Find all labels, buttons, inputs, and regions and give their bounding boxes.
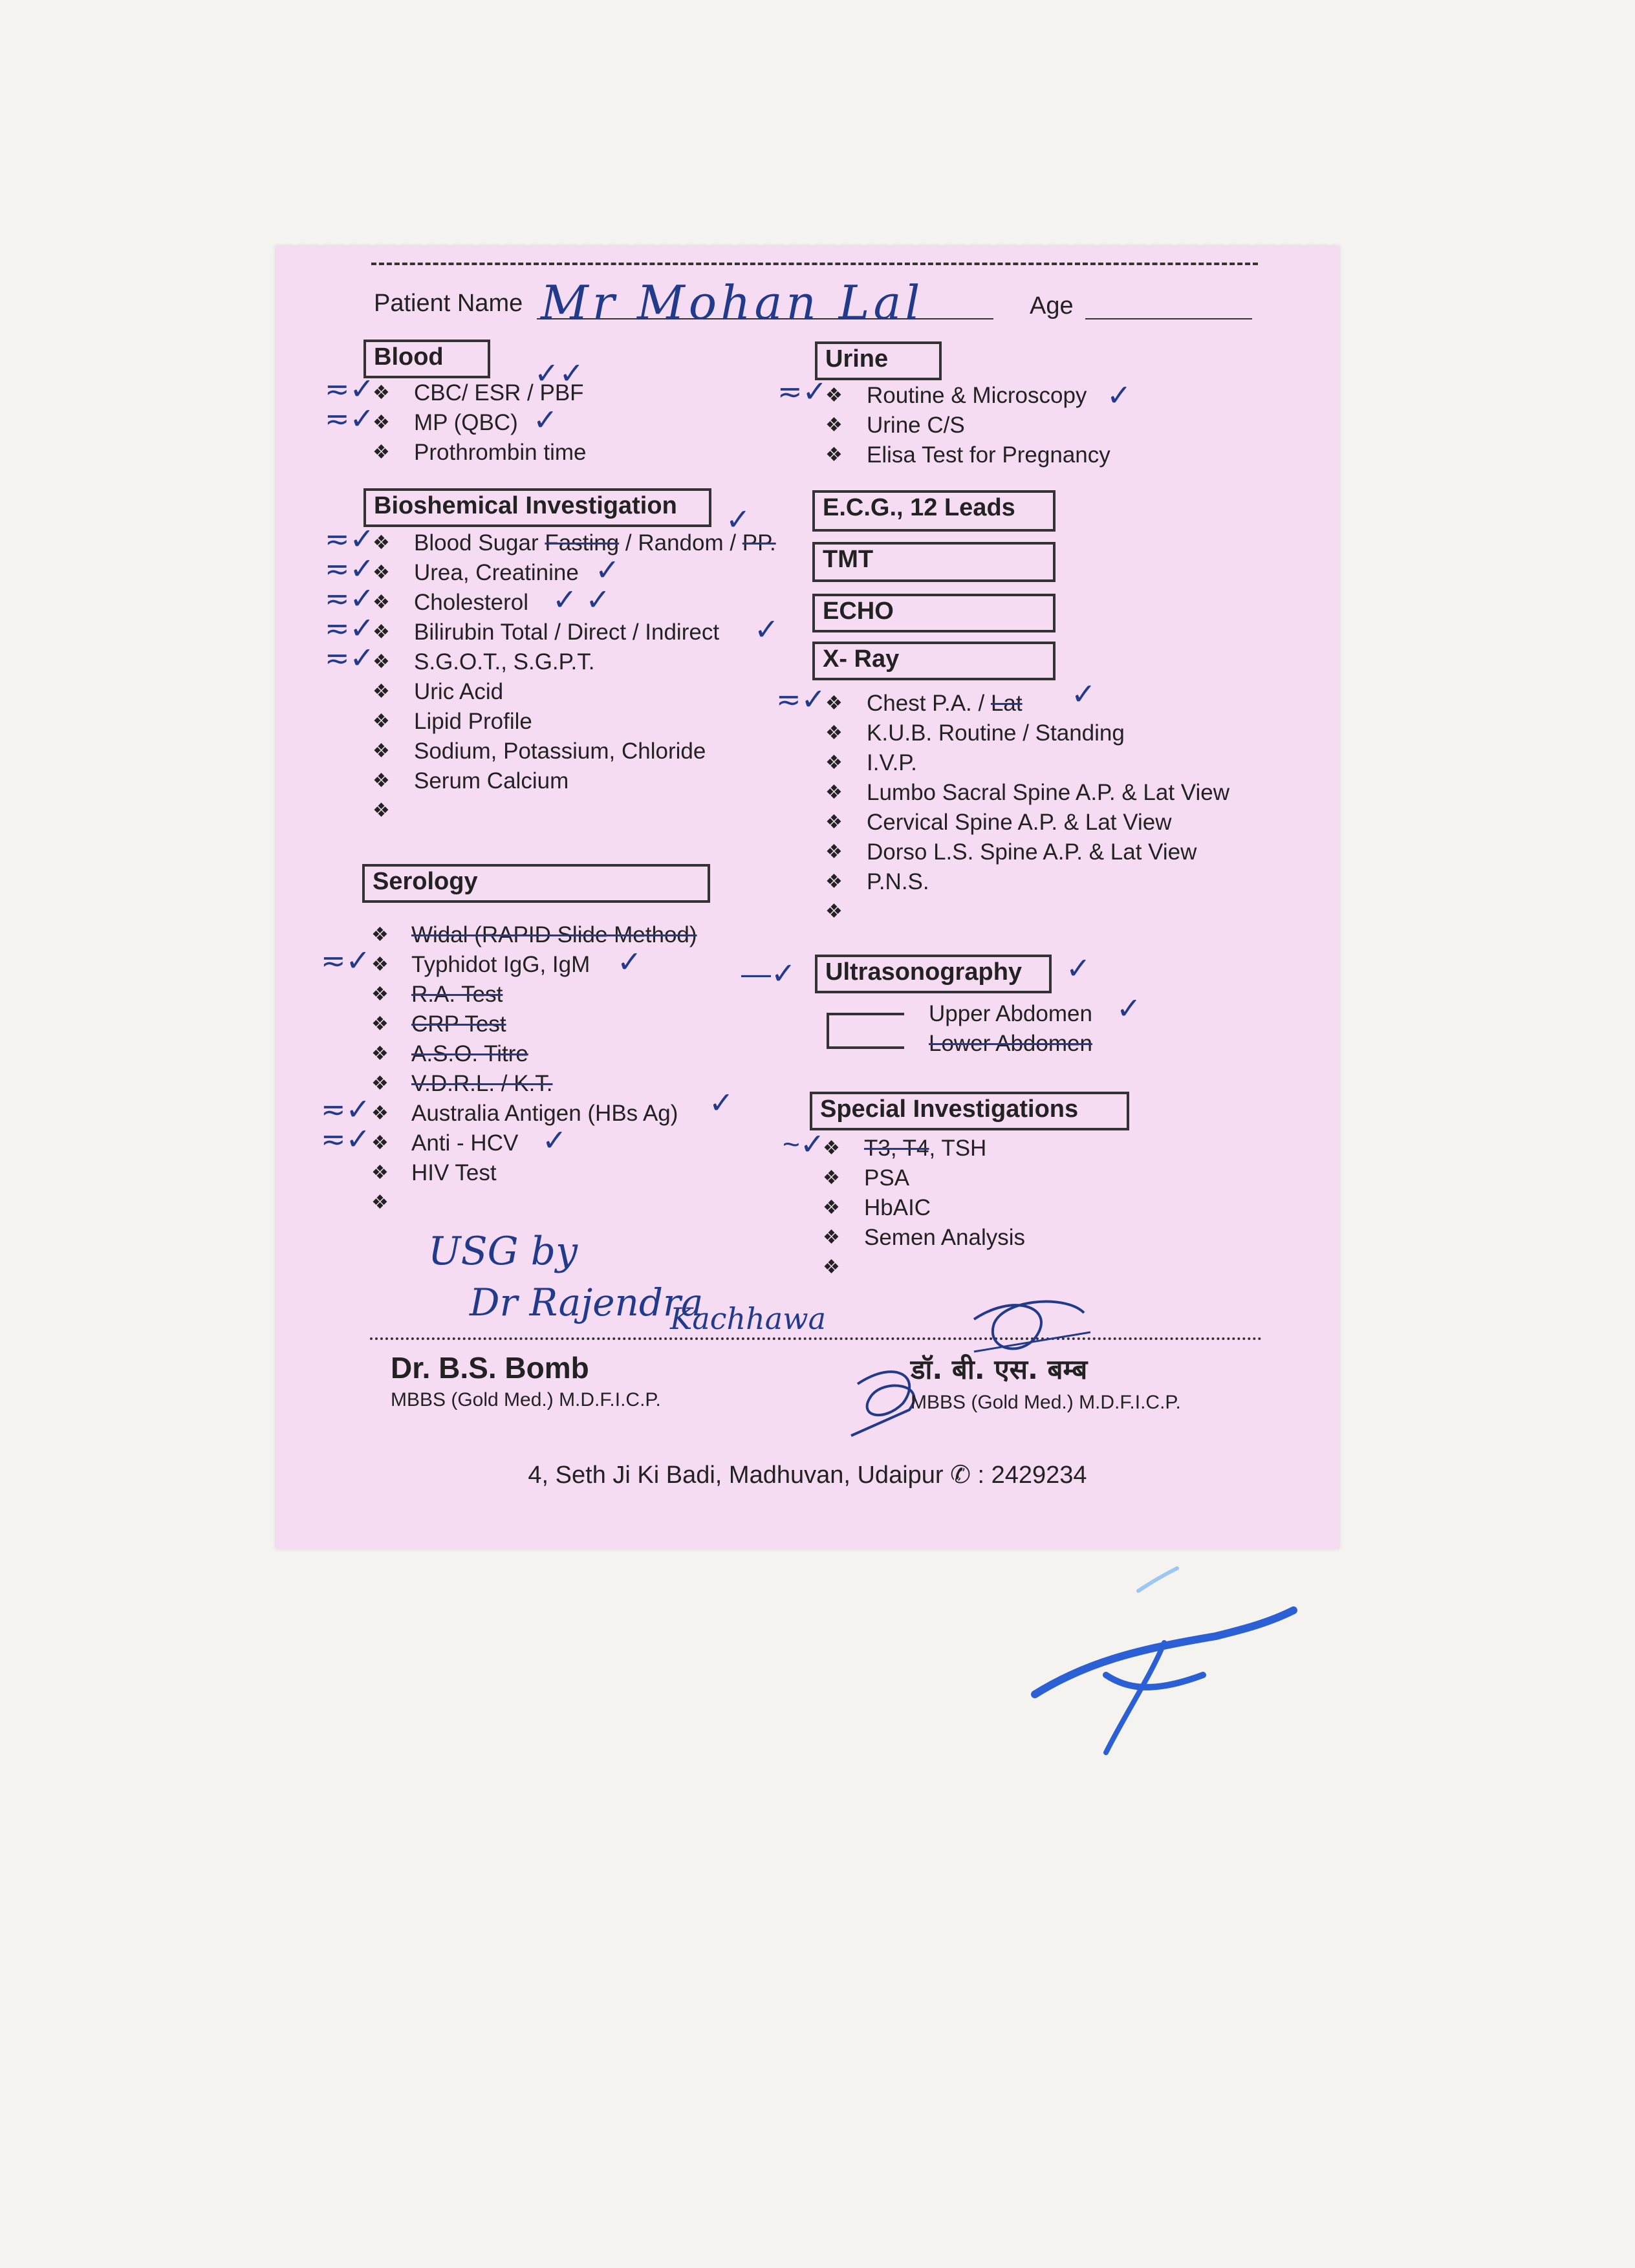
usg-header: Ultrasonography bbox=[815, 955, 1052, 993]
doctor-qualification-english: MBBS (Gold Med.) M.D.F.I.C.P. bbox=[391, 1389, 661, 1410]
bullet: ❖ bbox=[373, 621, 390, 643]
special-header: Special Investigations bbox=[810, 1092, 1129, 1130]
biochem-item-uric-acid: Uric Acid bbox=[414, 679, 504, 704]
handwritten-note-line1: USG by bbox=[428, 1229, 578, 1274]
usg-item-lower: Lower Abdomen bbox=[929, 1031, 1092, 1056]
bullet: ❖ bbox=[825, 444, 843, 466]
checkmark-icon: ✓✓ bbox=[534, 356, 585, 390]
serology-item-vdrl: V.D.R.L. / K.T. bbox=[411, 1071, 553, 1096]
serology-item-crp: CRP Test bbox=[411, 1011, 506, 1037]
checkmark-icon: ✓ bbox=[1116, 991, 1142, 1025]
serology-item-hcv: Anti - HCV bbox=[411, 1130, 519, 1156]
age-label: Age bbox=[1030, 292, 1074, 319]
biochem-item-bilirubin: Bilirubin Total / Direct / Indirect bbox=[414, 620, 720, 645]
bullet: ❖ bbox=[371, 1103, 389, 1124]
bullet: ❖ bbox=[823, 1257, 840, 1278]
checkmark-icon: ≂✓ bbox=[325, 552, 375, 585]
bullet: ❖ bbox=[373, 681, 390, 702]
special-item-thyroid: T3, T4, TSH bbox=[864, 1136, 987, 1161]
biochem-item-cholesterol: Cholesterol bbox=[414, 590, 529, 615]
bullet: ❖ bbox=[823, 1197, 840, 1218]
xray-header: X- Ray bbox=[812, 642, 1056, 680]
xray-item-ivp: I.V.P. bbox=[867, 750, 917, 775]
bullet: ❖ bbox=[371, 954, 389, 975]
checkmark-icon: ✓ bbox=[754, 612, 779, 646]
bullet: ❖ bbox=[825, 752, 843, 773]
bullet: ❖ bbox=[371, 1043, 389, 1064]
echo-header: ECHO bbox=[812, 594, 1056, 632]
checkmark-icon: ≂✓ bbox=[777, 374, 828, 408]
bullet: ❖ bbox=[825, 415, 843, 436]
xray-item-kub: K.U.B. Routine / Standing bbox=[867, 720, 1125, 746]
bullet: ❖ bbox=[371, 1013, 389, 1035]
checkmark-icon: ≂✓ bbox=[325, 372, 375, 405]
checkmark-icon: ✓ bbox=[595, 553, 620, 587]
checkmark-icon: ✓ bbox=[1107, 378, 1132, 412]
bullet: ❖ bbox=[825, 693, 843, 714]
checkmark-icon: ✓ bbox=[1071, 677, 1096, 711]
bullet: ❖ bbox=[371, 1162, 389, 1183]
usg-bracket bbox=[827, 1013, 904, 1049]
urine-header: Urine bbox=[815, 341, 942, 380]
biochem-header: Bioshemical Investigation bbox=[363, 488, 711, 527]
blood-header: Blood bbox=[363, 340, 490, 378]
biochem-item-calcium: Serum Calcium bbox=[414, 768, 569, 794]
bullet: ❖ bbox=[825, 385, 843, 406]
age-line bbox=[1085, 318, 1252, 319]
bullet: ❖ bbox=[373, 770, 390, 792]
urine-item-cs: Urine C/S bbox=[867, 413, 965, 438]
checkmark-icon: ≂✓ bbox=[325, 522, 375, 556]
serology-header: Serology bbox=[362, 864, 710, 903]
special-item-semen: Semen Analysis bbox=[864, 1225, 1026, 1250]
bullet: ❖ bbox=[825, 841, 843, 863]
xray-item-chest: Chest P.A. / Lat bbox=[867, 691, 1023, 716]
ink-scribble-icon bbox=[1009, 1565, 1306, 1759]
bullet: ❖ bbox=[373, 412, 390, 433]
usg-item-upper: Upper Abdomen bbox=[929, 1001, 1092, 1026]
checkmark-icon: ≂✓ bbox=[321, 1122, 371, 1156]
bullet: ❖ bbox=[373, 740, 390, 762]
clinic-address: 4, Seth Ji Ki Badi, Madhuvan, Udaipur ✆ : 2429234 bbox=[528, 1462, 1087, 1489]
serology-item-hiv: HIV Test bbox=[411, 1160, 497, 1185]
checkmark-icon: ✓ bbox=[709, 1086, 734, 1119]
checkmark-icon: ≂✓ bbox=[321, 1092, 371, 1126]
blood-item-cbc: CBC/ ESR / PBF bbox=[414, 380, 584, 405]
bullet: ❖ bbox=[371, 1073, 389, 1094]
checkmark-icon: ≂✓ bbox=[325, 641, 375, 675]
checkmark-icon: ≂✓ bbox=[325, 402, 375, 435]
bullet: ❖ bbox=[825, 871, 843, 892]
biochem-item-urea: Urea, Creatinine bbox=[414, 560, 579, 585]
serology-item-typhidot: Typhidot IgG, IgM bbox=[411, 952, 590, 977]
prescription-slip bbox=[276, 246, 1339, 1549]
bullet: ❖ bbox=[371, 984, 389, 1005]
biochem-item-lipid: Lipid Profile bbox=[414, 709, 532, 734]
serology-item-aso: A.S.O. Titre bbox=[411, 1041, 528, 1066]
bullet: ❖ bbox=[371, 1192, 389, 1213]
biochem-item-blood-sugar: Blood Sugar Fasting / Random / PP. bbox=[414, 530, 776, 556]
bullet: ❖ bbox=[373, 532, 390, 554]
tear-line bbox=[371, 263, 1258, 265]
checkmark-icon: —✓ bbox=[741, 956, 796, 990]
bullet: ❖ bbox=[371, 924, 389, 945]
xray-item-cervical: Cervical Spine A.P. & Lat View bbox=[867, 810, 1172, 835]
bullet: ❖ bbox=[373, 800, 390, 821]
bullet: ❖ bbox=[825, 722, 843, 744]
biochem-item-sgot: S.G.O.T., S.G.P.T. bbox=[414, 649, 595, 675]
checkmark-icon: ≂✓ bbox=[325, 611, 375, 645]
checkmark-icon: ≂✓ bbox=[325, 581, 375, 615]
xray-item-pns: P.N.S. bbox=[867, 869, 929, 894]
bullet: ❖ bbox=[823, 1167, 840, 1189]
biochem-item-sodium: Sodium, Potassium, Chloride bbox=[414, 739, 706, 764]
checkmark-icon: ≂✓ bbox=[776, 682, 827, 716]
bullet: ❖ bbox=[373, 562, 390, 583]
xray-item-lumbo: Lumbo Sacral Spine A.P. & Lat View bbox=[867, 780, 1230, 805]
serology-item-widal: Widal (RAPID Slide Method) bbox=[411, 922, 697, 947]
checkmark-icon: ✓ bbox=[542, 1123, 567, 1157]
tmt-header: TMT bbox=[812, 542, 1056, 582]
blood-item-prothrombin: Prothrombin time bbox=[414, 440, 587, 465]
serology-item-hbsag: Australia Antigen (HBs Ag) bbox=[411, 1101, 678, 1126]
bullet: ❖ bbox=[373, 592, 390, 613]
bullet: ❖ bbox=[373, 711, 390, 732]
checkmark-icon: ✓ ✓ bbox=[552, 583, 611, 616]
bullet: ❖ bbox=[825, 812, 843, 833]
bullet: ❖ bbox=[823, 1227, 840, 1248]
bullet: ❖ bbox=[373, 382, 390, 404]
checkmark-icon: ≂✓ bbox=[321, 944, 371, 977]
doctor-qualification-hindi: MBBS (Gold Med.) M.D.F.I.C.P. bbox=[911, 1392, 1181, 1413]
urine-item-elisa: Elisa Test for Pregnancy bbox=[867, 442, 1110, 468]
checkmark-icon: ✓ bbox=[1066, 951, 1091, 985]
special-item-psa: PSA bbox=[864, 1165, 910, 1191]
handwritten-note-line2: Dr Rajendra bbox=[470, 1280, 704, 1324]
blood-item-mp: MP (QBC) bbox=[414, 410, 518, 435]
bullet: ❖ bbox=[825, 901, 843, 922]
patient-name-handwritten: Mr Mohan Lal bbox=[541, 275, 924, 330]
serology-item-ra: R.A. Test bbox=[411, 982, 503, 1007]
checkmark-icon: ✓ bbox=[726, 502, 751, 536]
checkmark-icon: ✓ bbox=[617, 945, 642, 978]
checkmark-icon: ~✓ bbox=[783, 1127, 825, 1161]
urine-item-routine: Routine & Microscopy bbox=[867, 383, 1087, 408]
bullet: ❖ bbox=[373, 651, 390, 673]
bullet: ❖ bbox=[823, 1138, 840, 1159]
doctor-name-english: Dr. B.S. Bomb bbox=[391, 1351, 589, 1385]
patient-name-label: Patient Name bbox=[374, 290, 523, 317]
doctor-name-hindi: डॉ. बी. एस. बम्ब bbox=[911, 1354, 1088, 1385]
ecg-header: E.C.G., 12 Leads bbox=[812, 490, 1056, 532]
bullet: ❖ bbox=[373, 442, 390, 463]
handwritten-note-line3: Kachhawa bbox=[670, 1301, 827, 1336]
xray-item-dorso: Dorso L.S. Spine A.P. & Lat View bbox=[867, 839, 1197, 865]
perforated-edge bbox=[276, 239, 1339, 252]
checkmark-icon: ✓ bbox=[533, 403, 558, 437]
bullet: ❖ bbox=[371, 1132, 389, 1154]
bullet: ❖ bbox=[825, 782, 843, 803]
special-item-hbaic: HbAIC bbox=[864, 1195, 931, 1220]
